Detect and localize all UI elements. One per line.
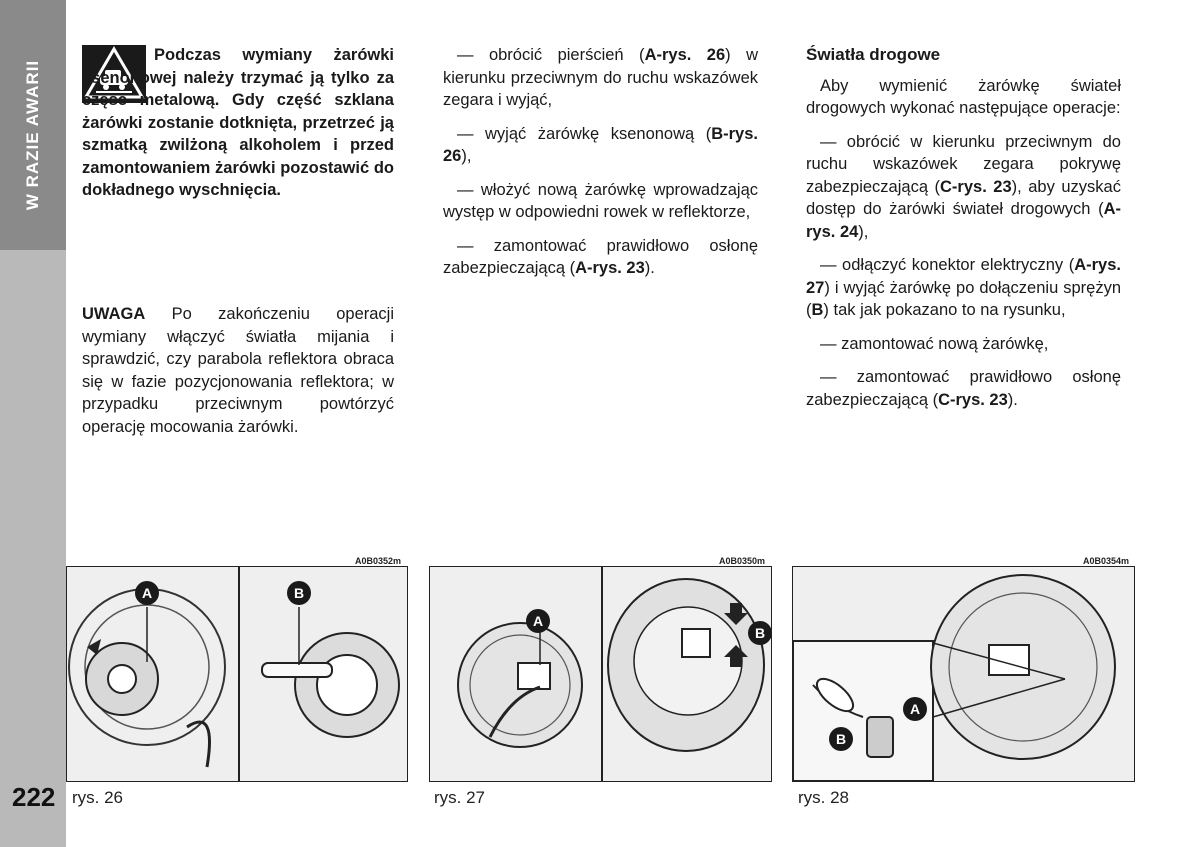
side-tab xyxy=(0,0,66,847)
figure-code: A0B0350m xyxy=(719,556,766,566)
figure-27 xyxy=(429,566,772,782)
figure-reference: B xyxy=(811,301,824,319)
figure-reference: C-rys. 23 xyxy=(940,177,1012,196)
step-text: — odłączyć konektor elektryczny ( xyxy=(820,256,1075,274)
warning-text: Podczas wymiany żarówki ksenonowej należy trzymać ją tylko za część metalową. Gdy część szklana żarówki zostanie dotknięta, przetrzeć ją szmatką zwilżoną alkoholem i przed zamontowaniem żarówki pozostawić do dokładnego wyschnięcia. xyxy=(82,46,394,199)
step-text: ). xyxy=(644,259,655,277)
label-a-badge: A xyxy=(526,609,550,633)
step-text: ), xyxy=(461,147,472,165)
figure-caption: rys. 27 xyxy=(434,788,486,807)
step-item xyxy=(443,44,758,112)
figure-26 xyxy=(66,566,408,782)
figure-caption: rys. 28 xyxy=(798,788,850,807)
figure-reference: A-rys. 27 xyxy=(806,256,1121,297)
step-item xyxy=(443,235,758,280)
label-a-badge: A xyxy=(903,697,927,721)
step-text: ). xyxy=(1007,390,1018,409)
figure-reference: A-rys. 23 xyxy=(575,259,645,277)
note-block xyxy=(82,303,394,438)
step-text: — zamontować prawidłowo osłonę zabezpieczającą ( xyxy=(443,236,758,277)
step-text: — obrócić pierścień ( xyxy=(457,46,645,64)
step-item xyxy=(806,366,1121,411)
label-b-badge: B xyxy=(829,727,853,751)
step-text: ) w kierunku przeciwnym do ruchu wskazówek zegara i wyjąć, xyxy=(443,46,758,109)
step-item xyxy=(443,123,758,168)
step-text: ) tak jak pokazano to na rysunku, xyxy=(823,301,1066,319)
figure-code: A0B0352m xyxy=(355,556,402,566)
figure-code: A0B0354m xyxy=(1083,556,1130,566)
step-text: ) i wyjąć żarówkę po dołączeniu sprężyn ( xyxy=(806,278,1121,319)
figure-28 xyxy=(792,566,1135,782)
label-b-badge: B xyxy=(748,621,772,645)
note-text: Po zakończeniu operacji wymiany włączyć światła mijania i sprawdzić, czy parabola reflektora obraca się w fazie pozycjonowania reflektora; w przypadku przeciwnym powtórzyć operację mocowania żarówki. xyxy=(82,305,394,436)
step-text: — włożyć nową żarówkę wprowadzając występ w odpowiedni rowek w reflektorze, xyxy=(443,180,758,221)
step-item: — zamontować nową żarówkę, xyxy=(820,334,1049,353)
step-item xyxy=(806,254,1121,322)
figure-reference: B-rys. 26 xyxy=(443,124,758,165)
procedure-column xyxy=(443,44,758,291)
warning-text-block xyxy=(82,44,394,202)
headlamp-illustration xyxy=(430,567,771,781)
step-item xyxy=(443,179,758,224)
headlamp-illustration xyxy=(67,567,407,781)
page-number: 222 xyxy=(12,782,56,812)
label-a-badge: A xyxy=(135,581,159,605)
section-heading: Światła drogowe xyxy=(806,45,941,64)
figure-reference: C-rys. 23 xyxy=(938,390,1008,409)
figure-reference: A-rys. 24 xyxy=(806,200,1121,241)
step-item xyxy=(806,131,1121,244)
high-beam-column xyxy=(806,44,1121,422)
step-text: — obrócić w kierunku przeciwnym do ruchu wskazówek zegara pokrywę zabezpieczającą ( xyxy=(806,132,1121,196)
step-text: — zamontować prawidłowo osłonę zabezpieczającą ( xyxy=(806,368,1121,409)
figure-caption: rys. 26 xyxy=(72,788,124,807)
step-text: ), xyxy=(858,222,869,241)
step-text: — wyjąć żarówkę ksenonową ( xyxy=(457,124,712,143)
figure-reference: A-rys. 26 xyxy=(644,46,726,64)
section-label: W RAZIE AWARII xyxy=(23,59,42,211)
intro-text: Aby wymienić żarówkę świateł drogowych wykonać następujące operacje: xyxy=(806,76,1121,117)
label-b-badge: B xyxy=(287,581,311,605)
note-label: UWAGA xyxy=(82,305,146,323)
step-text: ), aby uzyskać dostęp do żarówki świateł drogowych ( xyxy=(806,177,1121,218)
